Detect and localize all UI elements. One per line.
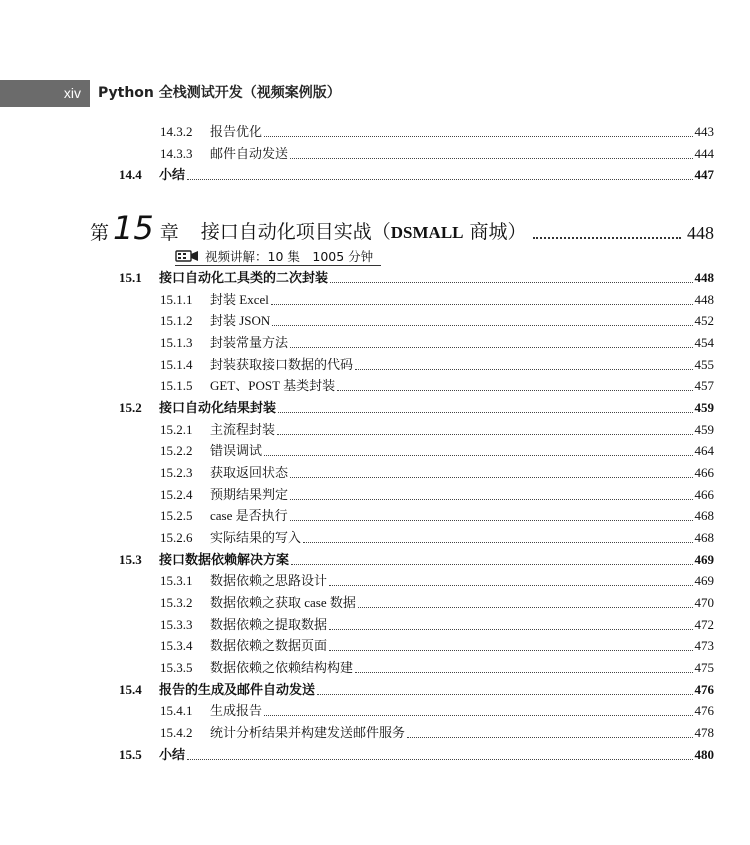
toc-entry-page: 443 bbox=[694, 124, 714, 139]
toc-entry-title: 主流程封装 bbox=[210, 421, 276, 437]
toc-entry-number: 15.3.2 bbox=[160, 595, 193, 611]
dot-leader bbox=[317, 693, 692, 695]
toc-entry-title: 封装获取接口数据的代码 bbox=[210, 356, 354, 372]
toc-entry-title: 数据依赖之获取 case 数据 bbox=[210, 595, 356, 611]
toc-entry-number: 14.3.2 bbox=[160, 124, 193, 139]
dot-leader bbox=[329, 649, 692, 651]
toc-entry-number: 15.4.2 bbox=[160, 725, 193, 741]
video-info bbox=[175, 246, 381, 266]
toc-entry-number: 15.1.3 bbox=[160, 335, 193, 350]
chapter-title-en: DSMALL bbox=[390, 223, 464, 242]
toc-entry-page: 468 bbox=[694, 508, 714, 524]
toc-entry-title: 封装 JSON bbox=[210, 313, 271, 329]
toc-entry-title: 生成报告 bbox=[210, 703, 263, 719]
toc-entry-number: 15.4.1 bbox=[160, 703, 193, 719]
toc-entry-number: 15.1.1 bbox=[160, 291, 193, 307]
toc-entry-page: 472 bbox=[694, 616, 714, 632]
toc-entry[interactable] bbox=[160, 654, 714, 676]
toc-entry[interactable] bbox=[160, 589, 714, 611]
toc-entry-title: 邮件自动发送 bbox=[210, 145, 289, 161]
toc-entry-title: case 是否执行 bbox=[210, 508, 288, 524]
dot-leader bbox=[533, 236, 681, 239]
video-info-text: 视频讲解：10 集 1005 分钟 bbox=[205, 248, 374, 264]
toc-entry-number: 15.1.5 bbox=[160, 378, 193, 394]
toc-entry-page: 478 bbox=[694, 725, 714, 741]
toc-entry[interactable] bbox=[119, 394, 714, 416]
toc-entry-number: 15.5 bbox=[119, 746, 142, 762]
toc-entry[interactable] bbox=[160, 459, 714, 481]
dot-leader bbox=[355, 671, 692, 673]
toc-entry[interactable] bbox=[160, 632, 714, 654]
dot-leader bbox=[358, 606, 693, 608]
dot-leader bbox=[337, 389, 692, 391]
toc-entry-page: 469 bbox=[694, 573, 714, 589]
toc-entry-title: 统计分析结果并构建发送邮件服务 bbox=[210, 725, 406, 741]
dot-leader bbox=[277, 433, 692, 435]
toc-entry[interactable] bbox=[160, 437, 714, 459]
toc-entry-title: 报告的生成及邮件自动发送 bbox=[159, 681, 316, 697]
toc-entry-title: 实际结果的写入 bbox=[210, 530, 302, 546]
toc-entry-number: 15.2.2 bbox=[160, 443, 193, 459]
toc-entry-number: 15.2.1 bbox=[160, 421, 193, 437]
chapter-title bbox=[201, 220, 527, 245]
toc-entry-page: 473 bbox=[694, 638, 714, 654]
toc-entry-number: 15.1 bbox=[119, 270, 142, 285]
toc-entry-title: 小结 bbox=[159, 746, 186, 762]
toc-entry-number: 15.3.1 bbox=[160, 573, 193, 589]
toc-entry[interactable] bbox=[160, 416, 714, 438]
toc-entry-page: 454 bbox=[694, 335, 714, 350]
toc-entry[interactable] bbox=[160, 697, 714, 719]
toc-entry-page: 476 bbox=[694, 703, 714, 719]
toc-entry-number: 15.2 bbox=[119, 400, 142, 416]
toc-entry-page: 476 bbox=[694, 681, 714, 697]
toc-entry[interactable] bbox=[160, 524, 714, 546]
chapter-title-cn: 接口自动化项目实战（ bbox=[200, 221, 391, 243]
toc-entry[interactable] bbox=[160, 372, 714, 394]
toc-entry-page: 447 bbox=[694, 167, 714, 183]
toc-entry-page: 464 bbox=[694, 443, 714, 459]
chapter-title-tail: 商城） bbox=[463, 221, 527, 243]
toc-entry-page: 448 bbox=[694, 291, 714, 307]
toc-entry[interactable] bbox=[160, 567, 714, 589]
toc-entry-title: 接口数据依赖解决方案 bbox=[159, 551, 290, 567]
toc-entry-page: 444 bbox=[694, 145, 714, 161]
dot-leader bbox=[271, 303, 693, 305]
toc-entry-page: 468 bbox=[694, 530, 714, 546]
dot-leader bbox=[303, 541, 692, 543]
toc-entry[interactable] bbox=[160, 329, 714, 351]
toc-entry-number: 15.4 bbox=[119, 681, 142, 697]
dot-leader bbox=[290, 476, 692, 478]
toc-entry-title: 预期结果判定 bbox=[210, 486, 289, 502]
toc-entry-title: GET、POST 基类封装 bbox=[210, 378, 336, 394]
toc-entry-page: 448 bbox=[694, 270, 714, 285]
dot-leader bbox=[187, 758, 692, 760]
chapter-heading bbox=[90, 205, 714, 245]
toc-entry-number: 15.3.3 bbox=[160, 616, 193, 632]
toc-entry[interactable] bbox=[119, 161, 714, 183]
dot-leader bbox=[330, 281, 692, 283]
toc-entry[interactable] bbox=[119, 741, 714, 763]
toc-entry-title: 小结 bbox=[159, 167, 186, 183]
dot-leader bbox=[290, 519, 693, 521]
toc-entry[interactable] bbox=[160, 140, 714, 162]
dot-leader bbox=[355, 368, 692, 370]
toc-entry-number: 15.3.5 bbox=[160, 660, 193, 676]
chapter-suffix: 章 bbox=[159, 222, 179, 244]
dot-leader bbox=[290, 157, 692, 159]
toc-entry-number: 15.3.4 bbox=[160, 638, 193, 654]
chapter-number: 15 bbox=[113, 209, 154, 247]
toc-entry-number: 15.2.6 bbox=[160, 530, 193, 546]
dot-leader bbox=[291, 563, 692, 565]
book-title: Python 全栈测试开发（视频案例版） bbox=[98, 85, 341, 101]
dot-leader bbox=[290, 346, 692, 348]
toc-entry[interactable] bbox=[119, 676, 714, 698]
toc-entry-page: 480 bbox=[694, 746, 714, 762]
toc-entry[interactable] bbox=[160, 611, 714, 633]
toc-entry-number: 14.3.3 bbox=[160, 145, 193, 161]
toc-entry[interactable] bbox=[160, 118, 714, 140]
dot-leader bbox=[290, 498, 692, 500]
toc-entry[interactable] bbox=[160, 719, 714, 741]
toc-entry-number: 15.3 bbox=[119, 551, 142, 567]
toc-entry-title: 封装 Excel bbox=[210, 291, 269, 307]
toc-entry-title: 报告优化 bbox=[210, 124, 263, 139]
chapter-page: 448 bbox=[687, 223, 714, 243]
dot-leader bbox=[329, 584, 692, 586]
toc-entry-number: 15.2.5 bbox=[160, 508, 193, 524]
dot-leader bbox=[272, 324, 692, 326]
toc-entry-title: 获取返回状态 bbox=[210, 465, 289, 481]
toc-entry-number: 15.1.4 bbox=[160, 356, 193, 372]
toc-entry-page: 459 bbox=[694, 421, 714, 437]
toc-entry[interactable] bbox=[160, 307, 714, 329]
toc-entry-number: 15.2.4 bbox=[160, 486, 193, 502]
toc-entry-page: 466 bbox=[694, 486, 714, 502]
toc-entry-page: 457 bbox=[694, 378, 714, 394]
toc-entry-title: 错误调试 bbox=[210, 443, 263, 459]
dot-leader bbox=[278, 411, 692, 413]
toc-entry-page: 455 bbox=[694, 356, 714, 372]
toc-entry-title: 数据依赖之提取数据 bbox=[210, 616, 328, 632]
toc-entry-title: 数据依赖之思路设计 bbox=[210, 573, 328, 589]
page-roman-number: xiv bbox=[63, 85, 81, 101]
toc-entry-page: 470 bbox=[694, 595, 714, 611]
toc-entry[interactable] bbox=[119, 546, 714, 568]
toc-entry-page: 466 bbox=[694, 465, 714, 481]
dot-leader bbox=[264, 454, 692, 456]
dot-leader bbox=[329, 628, 692, 630]
video-camera-icon bbox=[175, 249, 199, 263]
toc-entry[interactable] bbox=[119, 264, 714, 286]
page-number-tab bbox=[0, 80, 90, 107]
dot-leader bbox=[187, 178, 692, 180]
dot-leader bbox=[407, 736, 692, 738]
toc-entry-page: 452 bbox=[694, 313, 714, 329]
toc-entry-title: 数据依赖之数据页面 bbox=[210, 638, 328, 654]
toc-entry-page: 469 bbox=[694, 551, 714, 567]
toc-entry[interactable] bbox=[160, 351, 714, 373]
toc-entry[interactable] bbox=[160, 502, 714, 524]
dot-leader bbox=[264, 135, 692, 137]
toc-entry-title: 数据依赖之依赖结构构建 bbox=[210, 660, 354, 676]
toc-entry-number: 15.1.2 bbox=[160, 313, 193, 329]
toc-entry-page: 459 bbox=[694, 400, 714, 416]
toc-entry[interactable] bbox=[160, 286, 714, 308]
toc-entry-page: 475 bbox=[694, 660, 714, 676]
chapter-prefix: 第 bbox=[90, 222, 110, 244]
toc-entry-title: 接口自动化结果封装 bbox=[159, 400, 277, 416]
dot-leader bbox=[264, 714, 692, 716]
toc-entry-title: 接口自动化工具类的二次封装 bbox=[159, 270, 329, 285]
toc-entry-number: 14.4 bbox=[119, 167, 142, 183]
toc-entry-number: 15.2.3 bbox=[160, 465, 193, 481]
toc-entry[interactable] bbox=[160, 481, 714, 503]
toc-entry-title: 封装常量方法 bbox=[210, 335, 289, 350]
